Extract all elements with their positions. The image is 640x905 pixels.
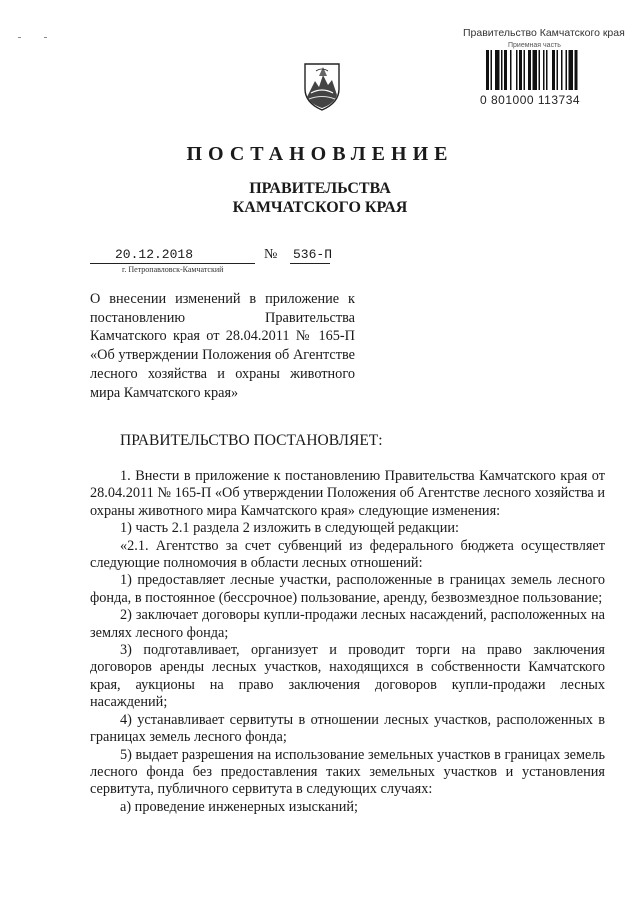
barcode-bar xyxy=(495,50,500,90)
barcode-bar xyxy=(546,50,548,90)
kamchatka-coat-of-arms-icon xyxy=(303,61,341,111)
body-paragraph: 5) выдает разрешения на использование земельных участков в границах земель лесного фонда без предоставления таких земельных участков и установления сервитута, публичного сервитута в следующих случаях: xyxy=(90,746,605,798)
barcode-bar xyxy=(504,50,507,90)
body-paragraph: 4) устанавливает сервитуты в отношении лесных участков, расположенных в границах земель лесного фонда; xyxy=(90,711,605,746)
scan-speck xyxy=(18,37,21,38)
barcode-bar xyxy=(486,50,489,90)
barcode-bar xyxy=(566,50,568,90)
issuer-line-1: ПРАВИТЕЛЬСТВА xyxy=(249,180,391,197)
decree-heading: ПРАВИТЕЛЬСТВО ПОСТАНОВЛЯЕТ: xyxy=(120,432,383,449)
barcode-bar xyxy=(575,50,578,90)
barcode-bar xyxy=(491,50,493,90)
barcode-bar xyxy=(516,50,518,90)
document-date: 20.12.2018 xyxy=(115,247,194,262)
barcode-bar xyxy=(569,50,574,90)
body-paragraph: 1. Внести в приложение к постановлению Правительства Камчатского края от 28.04.2011 № 165-П «Об утверждении Положения об Агентстве лесного хозяйства и охраны животного мира Камчатского края» следующие изменения: xyxy=(90,468,605,519)
barcode-bar xyxy=(501,50,503,90)
body-paragraph: «2.1. Агентство за счет субвенций из федерального бюджета осуществляет следующие полномочия в области лесных отношений: xyxy=(90,537,605,572)
barcode-bar xyxy=(533,50,538,90)
barcode-bar xyxy=(524,50,526,90)
organization-stamp: Правительство Камчатского края xyxy=(463,27,625,39)
barcode-bar xyxy=(539,50,541,90)
scan-speck xyxy=(44,37,47,38)
issuer-line-2: КАМЧАТСКОГО КРАЯ xyxy=(232,199,408,216)
body-paragraph: 3) подготавливает, организует и проводит торги на право заключения договоров аренды лесных участков, находящихся в собственности Камчатского края, аукционы на право заключения договоров купли-продажи лесных насаждений; xyxy=(90,642,605,711)
body-paragraph: 1) часть 2.1 раздела 2 изложить в следующей редакции: xyxy=(120,520,459,537)
barcode-icon xyxy=(486,50,612,92)
barcode-bar xyxy=(557,50,559,90)
document-number: 536-П xyxy=(293,247,333,262)
stamp-label: Приемная часть xyxy=(508,42,561,49)
barcode-bar xyxy=(519,50,522,90)
barcode-bar xyxy=(510,50,512,90)
document-body xyxy=(90,468,605,816)
barcode-bar xyxy=(561,50,563,90)
city-label: г. Петропавловск-Камчатский xyxy=(122,265,224,274)
document-subject: О внесении изменений в приложение к постановлению Правительства Камчатского края от 28.04.2011 № 165-П «Об утверждении Положения об Агентстве лесного хозяйства и охраны животного мира Камчатского края» xyxy=(90,291,355,401)
number-sign: № xyxy=(264,247,278,262)
body-paragraph: 1) предоставляет лесные участки, расположенные в границах земель лесного фонда, в постоянное (бессрочное) пользование, аренду, безвозмездное пользование; xyxy=(90,572,605,606)
barcode-bar xyxy=(543,50,545,90)
barcode-number: 0 801000 113734 xyxy=(480,93,581,107)
body-paragraph: 2) заключает договоры купли-продажи лесных насаждений, расположенных на землях лесного фонда; xyxy=(90,607,605,641)
barcode-bar xyxy=(528,50,531,90)
document-type-title: ПОСТАНОВЛЕНИЕ xyxy=(186,143,454,165)
barcode-bar xyxy=(552,50,555,90)
body-paragraph: а) проведение инженерных изысканий; xyxy=(120,798,359,815)
